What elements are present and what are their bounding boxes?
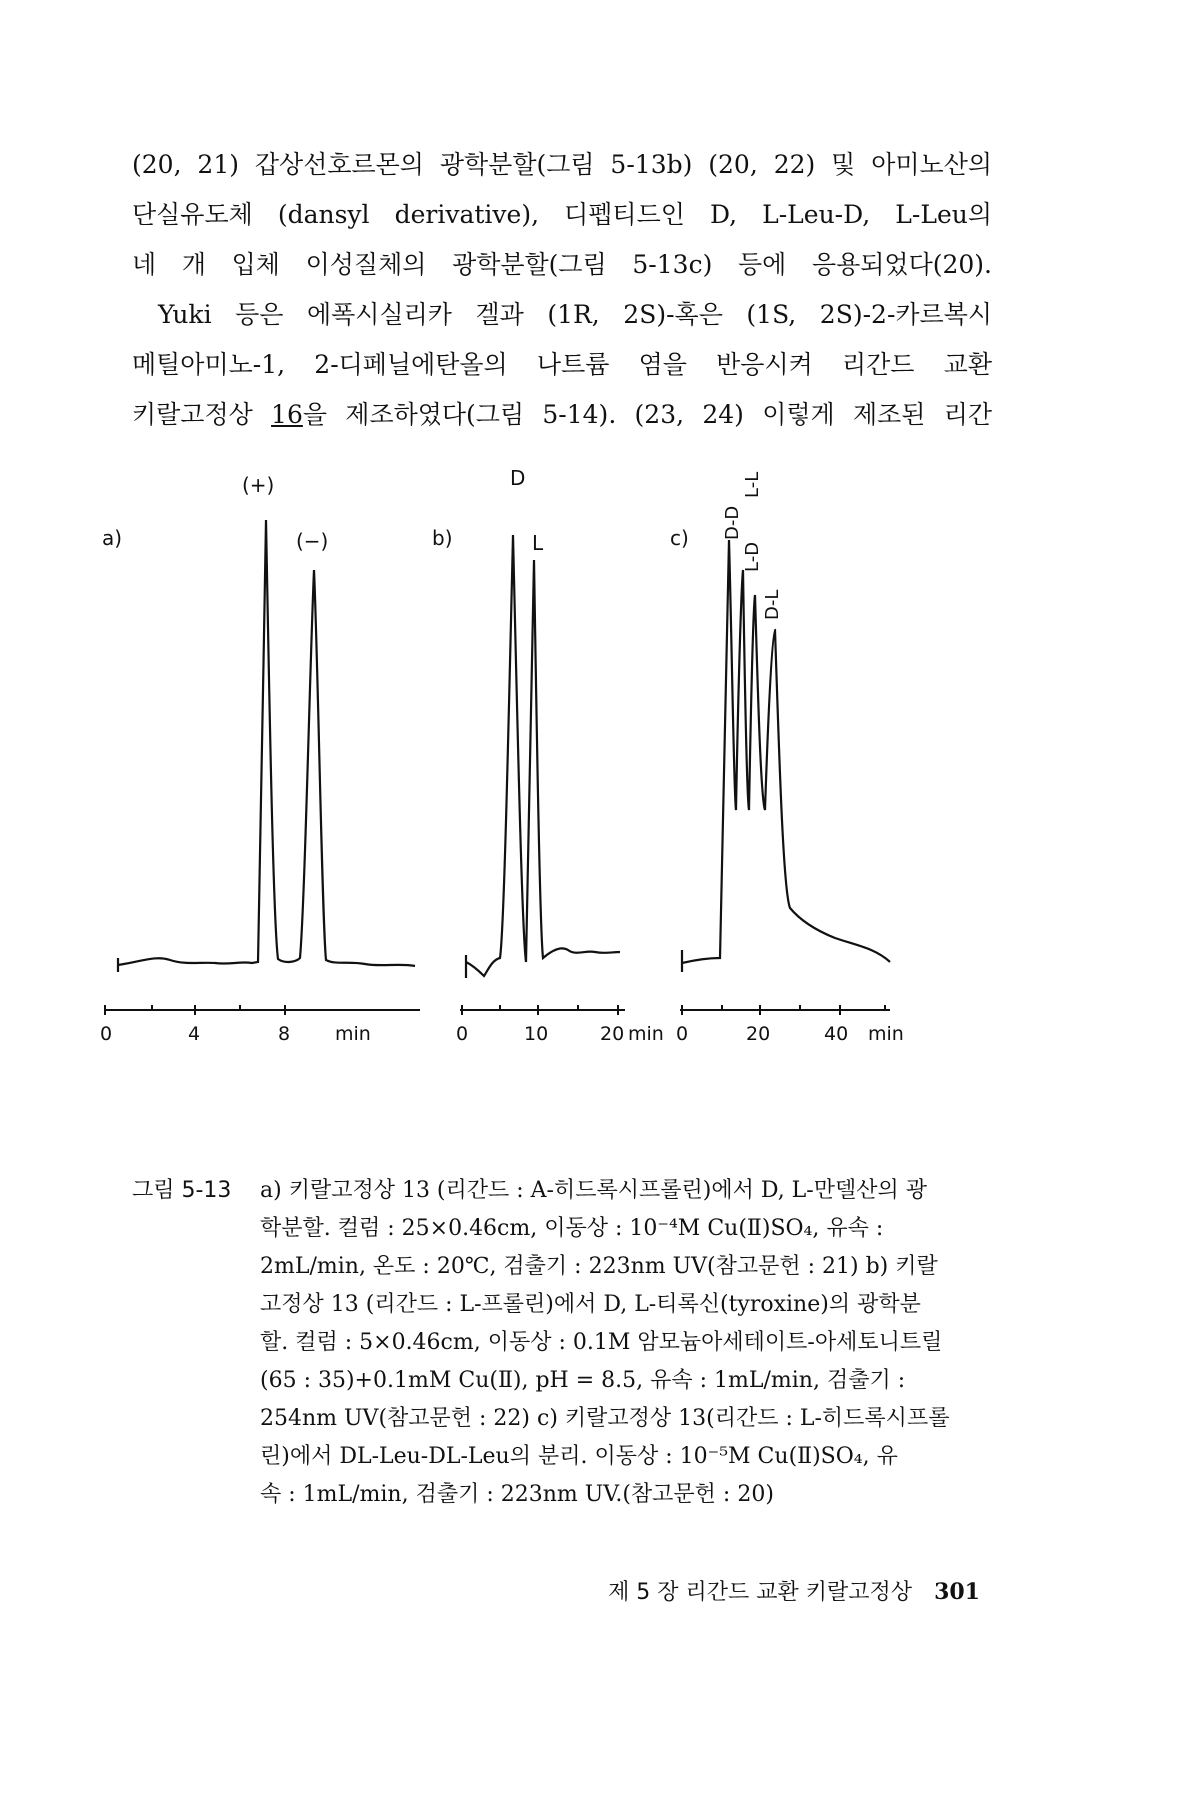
page-footer: [540, 1575, 980, 1606]
figure-caption: [132, 1172, 1002, 1514]
body-line: [132, 390, 992, 440]
tick-label: 0: [676, 1023, 689, 1045]
trace-c: [682, 540, 890, 972]
tick-label: 20: [600, 1023, 625, 1045]
body-line: (20, 21) 갑상선호르몬의 광학분할(그림 5-13b) (20, 22) 및 아미노산의: [132, 150, 992, 179]
chromatogram-figure: [100, 470, 1020, 1150]
body-line: 네 개 입체 이성질체의 광학분할(그림 5-13c) 등에 응용되었다(20).: [132, 250, 992, 279]
tick-label: 0: [456, 1023, 469, 1045]
caption-line: 고정상 13 (리간드 : L-프롤린)에서 D, L-티록신(tyroxine)의 광학분: [260, 1292, 921, 1317]
page-number: 301: [934, 1579, 980, 1605]
caption-label: 그림 5-13: [132, 1178, 232, 1203]
tick-label: 0: [100, 1023, 113, 1045]
panel-b-label: b): [432, 526, 453, 550]
trace-a: [118, 520, 415, 972]
panel-b: [432, 470, 664, 1045]
caption-line: (65 : 35)+0.1mM Cu(Ⅱ), pH = 8.5, 유속 : 1mL/min, 검출기 :: [260, 1368, 906, 1393]
panel-c-label: c): [670, 526, 689, 550]
panel-a: [100, 473, 420, 1045]
peak-minus-label: (−): [296, 529, 329, 553]
compound-number: 16: [271, 400, 303, 429]
peak-ll-label: L-L: [742, 471, 763, 498]
peak-dl-label: D-L: [762, 589, 783, 620]
caption-line: a) 키랄고정상 13 (리간드 : A-히드록시프롤린)에서 D, L-만델산의 광: [260, 1178, 927, 1203]
axis-unit: min: [628, 1023, 664, 1045]
body-line-part: 키랄고정상: [132, 400, 272, 429]
panel-c: [670, 472, 904, 1045]
tick-label: 40: [824, 1023, 849, 1045]
body-line: 메틸아미노-1, 2-디페닐에탄올의 나트륨 염을 반응시켜 리간드 교환: [132, 350, 992, 379]
body-line: Yuki 등은 에폭시실리카 겔과 (1R, 2S)-혹은 (1S, 2S)-2-카르복시: [158, 300, 992, 329]
axis-unit: min: [868, 1023, 904, 1045]
tick-label: 8: [278, 1023, 291, 1045]
peak-ld-label: L-D: [742, 541, 763, 572]
caption-line: 학분할. 컬럼 : 25×0.46cm, 이동상 : 10⁻⁴M Cu(Ⅱ)SO₄, 유속 :: [260, 1216, 884, 1241]
tick-label: 4: [188, 1023, 201, 1045]
trace-b: [466, 535, 620, 978]
peak-dd-label: D-D: [722, 505, 743, 540]
caption-line: 할. 컬럼 : 5×0.46cm, 이동상 : 0.1M 암모늄아세테이트-아세토니트릴: [260, 1330, 943, 1355]
body-line-part: 을 제조하였다(그림 5-14). (23, 24) 이렇게 제조된 리간: [302, 400, 992, 429]
peak-d-label: D: [510, 470, 526, 490]
caption-line: 린)에서 DL-Leu-DL-Leu의 분리. 이동상 : 10⁻⁵M Cu(Ⅱ)SO₄, 유: [260, 1444, 898, 1469]
tick-label: 10: [524, 1023, 549, 1045]
body-line: 단실유도체 (dansyl derivative), 디펩티드인 D, L-Leu-D, L-Leu의: [132, 200, 992, 229]
chapter-title: 제 5 장 리간드 교환 키랄고정상: [608, 1580, 913, 1605]
tick-label: 20: [746, 1023, 771, 1045]
caption-line: 254nm UV(참고문헌 : 22) c) 키랄고정상 13(리간드 : L-히드록시프롤: [260, 1406, 950, 1431]
axis-unit: min: [335, 1023, 371, 1045]
panel-a-label: a): [102, 526, 123, 550]
caption-line: 2mL/min, 온도 : 20℃, 검출기 : 223nm UV(참고문헌 : 21) b) 키랄: [260, 1254, 938, 1279]
peak-l-label: L: [532, 531, 544, 555]
peak-plus-label: (+): [242, 473, 275, 497]
caption-line: 속 : 1mL/min, 검출기 : 223nm UV.(참고문헌 : 20): [260, 1482, 774, 1507]
body-text: [132, 140, 992, 440]
